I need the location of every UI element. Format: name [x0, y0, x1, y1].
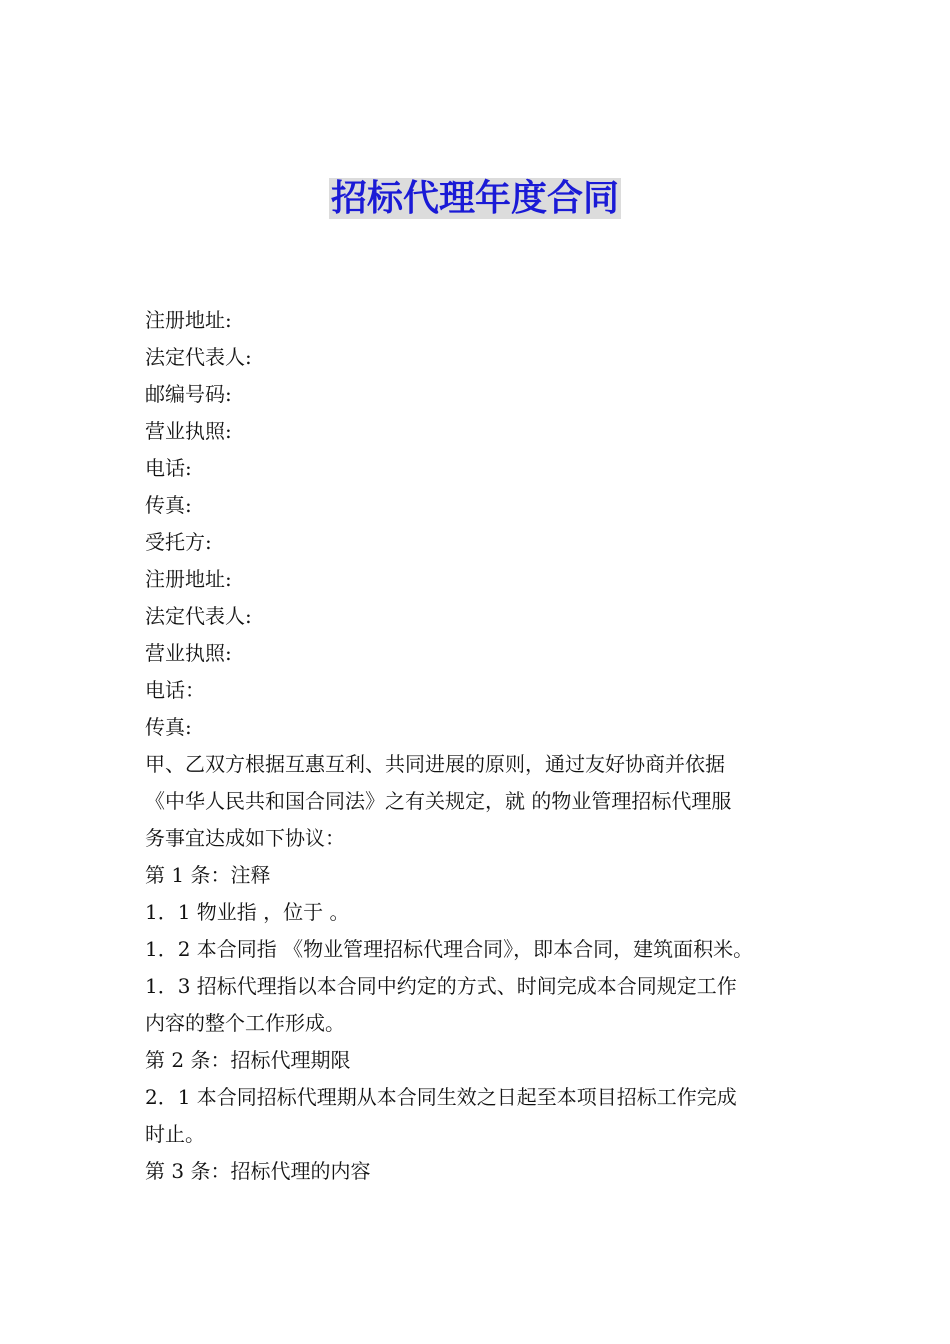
body-line: 2．1 本合同招标代理期从本合同生效之日起至本项目招标工作完成 — [145, 1085, 737, 1109]
body-line: 甲、乙双方根据互惠互利、共同进展的原则，通过友好协商并依据 — [145, 752, 725, 776]
body-line: 务事宜达成如下协议： — [145, 826, 345, 850]
body-line: 1．1 物业指 ，位于 。 — [145, 900, 350, 924]
body-line: 营业执照: — [145, 419, 232, 443]
body-line: 电话: — [145, 456, 192, 480]
body-line: 《中华人民共和国合同法》之有关规定，就 的物业管理招标代理服 — [145, 789, 732, 813]
document-title — [0, 176, 950, 222]
body-line: 传真: — [145, 493, 192, 517]
body-line: 法定代表人: — [145, 345, 252, 369]
body-line: 传真: — [145, 715, 192, 739]
body-line: 法定代表人: — [145, 604, 252, 628]
body-line: 注册地址: — [145, 308, 232, 332]
body-line: 注册地址: — [145, 567, 232, 591]
body-line: 邮编号码: — [145, 382, 232, 406]
body-line: 第 3 条：招标代理的内容 — [145, 1159, 371, 1183]
body-line: 1．3 招标代理指以本合同中约定的方式、时间完成本合同规定工作 — [145, 974, 737, 998]
body-line: 电话： — [145, 678, 205, 702]
document-title-text: 招标代理年度合同 — [330, 178, 619, 219]
body-line: 受托方: — [145, 530, 212, 554]
body-line: 第 1 条：注释 — [145, 863, 271, 887]
body-line: 内容的整个工作形成。 — [145, 1011, 345, 1035]
body-line: 时止。 — [145, 1122, 205, 1146]
document-body — [145, 302, 825, 1190]
body-line: 第 2 条：招标代理期限 — [145, 1048, 351, 1072]
body-line: 营业执照: — [145, 641, 232, 665]
body-line: 1．2 本合同指 《物业管理招标代理合同》，即本合同，建筑面积米。 — [145, 937, 754, 961]
